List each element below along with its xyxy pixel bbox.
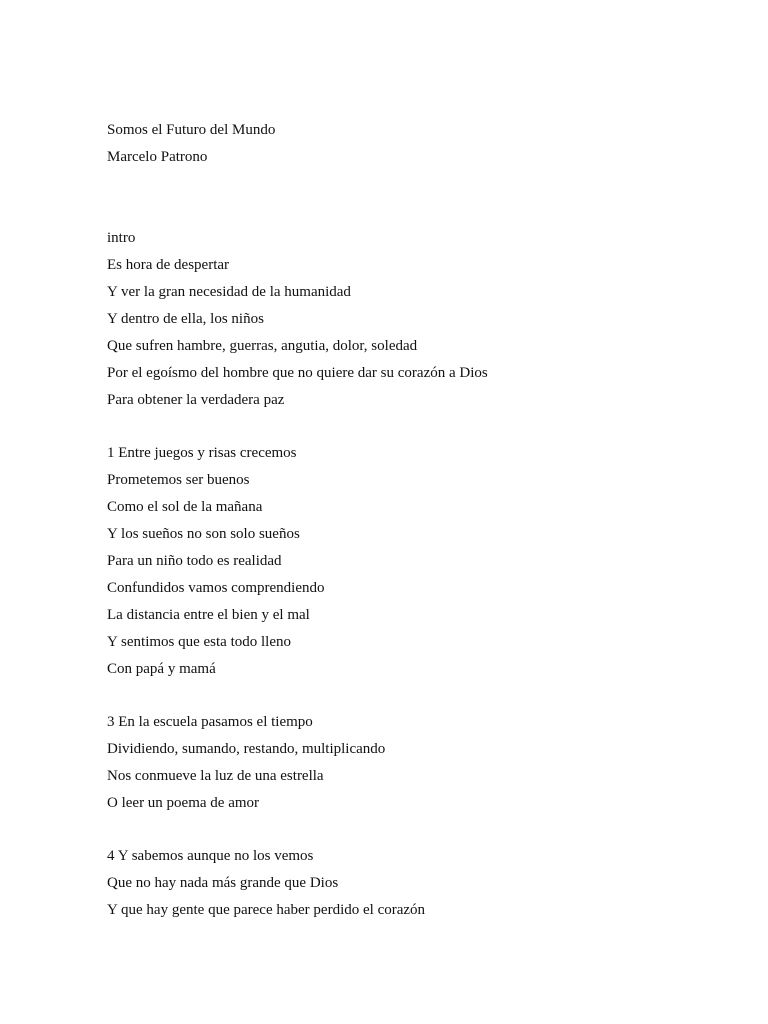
lyric-line: Prometemos ser buenos (107, 472, 250, 488)
lyric-line: Para un niño todo es realidad (107, 553, 282, 569)
lyric-line: Y sentimos que esta todo lleno (107, 634, 291, 650)
lyric-line: Y los sueños no son solo sueños (107, 526, 300, 542)
stanza-3 (107, 709, 727, 817)
lyric-line: Como el sol de la mañana (107, 499, 263, 515)
lyric-line: 4 Y sabemos aunque no los vemos (107, 848, 314, 864)
lyric-line: O leer un poema de amor (107, 795, 260, 811)
lyric-line: Y dentro de ella, los niños (107, 311, 264, 327)
lyric-line: intro (107, 230, 136, 246)
lyric-line: Que no hay nada más grande que Dios (107, 875, 339, 891)
lyric-line: Que sufren hambre, guerras, angutia, dolor, soledad (107, 338, 418, 354)
stanza-4 (107, 843, 727, 924)
song-author: Marcelo Patrono (107, 149, 208, 165)
lyric-line: Dividiendo, sumando, restando, multiplicando (107, 741, 386, 757)
stanza-intro (107, 225, 727, 414)
lyrics-document (107, 117, 727, 924)
lyric-line: Por el egoísmo del hombre que no quiere dar su corazón a Dios (107, 365, 488, 381)
song-title: Somos el Futuro del Mundo (107, 122, 276, 138)
lyric-line: 1 Entre juegos y risas crecemos (107, 445, 297, 461)
lyric-line: Para obtener la verdadera paz (107, 392, 285, 408)
lyric-line: 3 En la escuela pasamos el tiempo (107, 714, 313, 730)
lyric-line: La distancia entre el bien y el mal (107, 607, 310, 623)
song-header (107, 117, 727, 171)
lyric-line: Confundidos vamos comprendiendo (107, 580, 325, 596)
lyric-line: Nos conmueve la luz de una estrella (107, 768, 324, 784)
stanza-1 (107, 440, 727, 683)
lyric-line: Es hora de despertar (107, 257, 230, 273)
lyric-line: Con papá y mamá (107, 661, 216, 677)
lyric-line: Y ver la gran necesidad de la humanidad (107, 284, 351, 300)
lyric-line: Y que hay gente que parece haber perdido el corazón (107, 902, 426, 918)
